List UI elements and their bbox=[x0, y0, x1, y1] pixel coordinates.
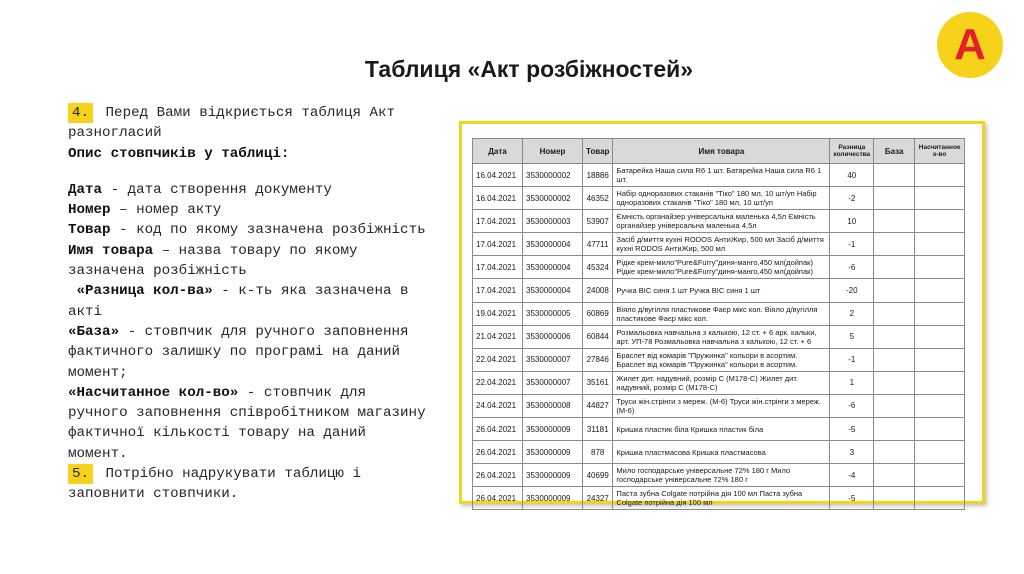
cell-number: 3530000004 bbox=[523, 256, 583, 279]
cell-product: 18886 bbox=[583, 164, 613, 187]
instructions-text bbox=[68, 103, 428, 505]
cell-counted bbox=[915, 487, 965, 510]
cell-base bbox=[874, 256, 915, 279]
cell-base bbox=[874, 325, 915, 348]
cell-date: 22.04.2021 bbox=[473, 371, 523, 394]
cell-product: 35161 bbox=[583, 371, 613, 394]
table-row bbox=[473, 394, 965, 417]
cell-name: Засіб д/миття кухні RODOS АнтиЖир, 500 мл Засіб д/миття кухні RODOS АнтиЖир, 500 мл bbox=[613, 233, 830, 256]
cell-base bbox=[874, 487, 915, 510]
columns-heading: Опис стовпчиків у таблиці: bbox=[68, 145, 290, 162]
table-screenshot-frame bbox=[459, 121, 985, 508]
cell-number: 3530000009 bbox=[523, 441, 583, 464]
cell-number: 3530000003 bbox=[523, 210, 583, 233]
cell-name: Труси жін.стрінги з мереж. (М-6) Труси жін.стрінги з мереж. (М-6) bbox=[613, 394, 830, 417]
cell-base bbox=[874, 394, 915, 417]
cell-counted bbox=[915, 210, 965, 233]
cell-diff: 40 bbox=[830, 164, 874, 187]
cell-number: 3530000004 bbox=[523, 233, 583, 256]
cell-product: 27846 bbox=[583, 348, 613, 371]
cell-counted bbox=[915, 233, 965, 256]
cell-product: 878 bbox=[583, 441, 613, 464]
table-row bbox=[473, 464, 965, 487]
cell-counted bbox=[915, 164, 965, 187]
cell-name: Розмальовка навчальна з калькою, 12 ст. + 6 арк. кальки, арт. УП-78 Розмальовка навчальна з калькою, 12 ст. + 6 bbox=[613, 325, 830, 348]
cell-counted bbox=[915, 348, 965, 371]
table-row bbox=[473, 441, 965, 464]
cell-diff: -1 bbox=[830, 233, 874, 256]
cell-number: 3530000007 bbox=[523, 348, 583, 371]
cell-number: 3530000002 bbox=[523, 187, 583, 210]
table-row bbox=[473, 325, 965, 348]
cell-diff: -4 bbox=[830, 464, 874, 487]
cell-date: 17.04.2021 bbox=[473, 256, 523, 279]
desc-name: Имя товара – назва товару по якому зазначена розбіжність bbox=[68, 242, 358, 280]
cell-counted bbox=[915, 302, 965, 325]
cell-diff: -20 bbox=[830, 279, 874, 302]
cell-name: Браслет від комарів "Пружинка" кольори в асортим. Браслет від комарів "Пружинка" кольори в асортим. bbox=[613, 348, 830, 371]
logo-letter: А bbox=[954, 20, 986, 69]
step-5: 5. Потрібно надрукувати таблицю і заповнити стовпчики. bbox=[68, 466, 361, 503]
table-row bbox=[473, 164, 965, 187]
cell-base bbox=[874, 187, 915, 210]
cell-name: Рідке крем-мило"Pure&Furry"диня-манго,450 мл(дойпак) Рідке крем-мило"Pure&Furry"диня-манго,450 мл(дойпак) bbox=[613, 256, 830, 279]
cell-diff: 10 bbox=[830, 210, 874, 233]
header-product: Товар bbox=[583, 139, 613, 164]
cell-product: 40699 bbox=[583, 464, 613, 487]
desc-product: Товар - код по якому зазначена розбіжність bbox=[68, 222, 426, 239]
page-title: Таблиця «Акт розбіжностей» bbox=[364, 56, 694, 82]
cell-product: 45324 bbox=[583, 256, 613, 279]
table-row bbox=[473, 210, 965, 233]
cell-date: 26.04.2021 bbox=[473, 418, 523, 441]
cell-counted bbox=[915, 441, 965, 464]
cell-number: 3530000009 bbox=[523, 464, 583, 487]
cell-date: 16.04.2021 bbox=[473, 164, 523, 187]
cell-counted bbox=[915, 418, 965, 441]
cell-date: 17.04.2021 bbox=[473, 210, 523, 233]
cell-name: Кришка пластмасова Кришка пластмасова bbox=[613, 441, 830, 464]
desc-number: Номер – номер акту bbox=[68, 202, 222, 219]
cell-diff: 5 bbox=[830, 325, 874, 348]
cell-name: Батарейка Наша сила R6 1 шт. Батарейка Наша сила R6 1 шт. bbox=[613, 164, 830, 187]
cell-number: 3530000002 bbox=[523, 164, 583, 187]
table-row bbox=[473, 371, 965, 394]
cell-number: 3530000009 bbox=[523, 418, 583, 441]
cell-name: Жилет дит. надувний, розмір С (М178-С) Жилет дит. надувний, розмір С (М178-С) bbox=[613, 371, 830, 394]
cell-number: 3530000005 bbox=[523, 302, 583, 325]
cell-number: 3530000004 bbox=[523, 279, 583, 302]
desc-diff: «Разница кол-ва» - к-ть яка зазначена в акті bbox=[68, 283, 409, 320]
cell-base bbox=[874, 210, 915, 233]
cell-date: 24.04.2021 bbox=[473, 394, 523, 417]
cell-diff: -1 bbox=[830, 348, 874, 371]
cell-product: 53907 bbox=[583, 210, 613, 233]
cell-product: 31181 bbox=[583, 418, 613, 441]
cell-diff: -2 bbox=[830, 187, 874, 210]
cell-product: 60869 bbox=[583, 302, 613, 325]
cell-diff: 2 bbox=[830, 302, 874, 325]
step-number: 5. bbox=[68, 464, 93, 484]
cell-date: 17.04.2021 bbox=[473, 279, 523, 302]
cell-number: 3530000008 bbox=[523, 394, 583, 417]
cell-date: 16.04.2021 bbox=[473, 187, 523, 210]
cell-base bbox=[874, 348, 915, 371]
header-number: Номер bbox=[523, 139, 583, 164]
header-counted: Насчитанное к-во bbox=[915, 139, 965, 164]
cell-name: Ємність органайзер універсальна маленька 4,5л Ємність органайзер універсальна маленька 4,5л bbox=[613, 210, 830, 233]
cell-base bbox=[874, 302, 915, 325]
cell-counted bbox=[915, 256, 965, 279]
table-row bbox=[473, 302, 965, 325]
cell-base bbox=[874, 164, 915, 187]
cell-date: 26.04.2021 bbox=[473, 464, 523, 487]
table-header-row bbox=[473, 139, 965, 164]
cell-date: 26.04.2021 bbox=[473, 441, 523, 464]
table-body bbox=[473, 164, 965, 510]
table-row bbox=[473, 418, 965, 441]
cell-number: 3530000007 bbox=[523, 371, 583, 394]
cell-diff: -5 bbox=[830, 418, 874, 441]
cell-name: Кришка пластик біла Кришка пластик біла bbox=[613, 418, 830, 441]
cell-counted bbox=[915, 464, 965, 487]
cell-counted bbox=[915, 371, 965, 394]
cell-base bbox=[874, 441, 915, 464]
cell-name: Віяло д/вугілля пластикове Фаєр мікс кол. Віяло д/вугілля пластикове Фаєр мікс кол. bbox=[613, 302, 830, 325]
cell-product: 24327 bbox=[583, 487, 613, 510]
cell-base bbox=[874, 371, 915, 394]
cell-product: 24008 bbox=[583, 279, 613, 302]
header-date: Дата bbox=[473, 139, 523, 164]
step-number: 4. bbox=[68, 103, 93, 123]
cell-diff: -5 bbox=[830, 487, 874, 510]
cell-counted bbox=[915, 279, 965, 302]
header-diff: Разница количества bbox=[830, 139, 874, 164]
cell-diff: -6 bbox=[830, 256, 874, 279]
cell-product: 46352 bbox=[583, 187, 613, 210]
cell-number: 3530000006 bbox=[523, 325, 583, 348]
cell-base bbox=[874, 279, 915, 302]
discrepancy-table bbox=[472, 138, 965, 510]
cell-date: 17.04.2021 bbox=[473, 233, 523, 256]
step-4: 4. Перед Вами відкриється таблиця Акт разногласий bbox=[68, 105, 396, 142]
table-row bbox=[473, 487, 965, 510]
cell-date: 21.04.2021 bbox=[473, 325, 523, 348]
table-row bbox=[473, 279, 965, 302]
cell-counted bbox=[915, 187, 965, 210]
cell-name: Набір одноразових стаканів "Тіко" 180 мл, 10 шт/уп Набір одноразових стаканів "Тіко" 180 мл, 10 шт/уп bbox=[613, 187, 830, 210]
header-base: База bbox=[874, 139, 915, 164]
table-row bbox=[473, 348, 965, 371]
cell-counted bbox=[915, 325, 965, 348]
cell-product: 44827 bbox=[583, 394, 613, 417]
table-row bbox=[473, 187, 965, 210]
cell-date: 22.04.2021 bbox=[473, 348, 523, 371]
desc-date: Дата - дата створення документу bbox=[68, 181, 332, 198]
cell-diff: 3 bbox=[830, 441, 874, 464]
cell-diff: 1 bbox=[830, 371, 874, 394]
cell-base bbox=[874, 233, 915, 256]
cell-name: Ручка BIC синя 1 шт Ручка BIC синя 1 шт bbox=[613, 279, 830, 302]
cell-name: Паста зубна Colgate потрійна дія 100 мл Паста зубна Colgate потрійна дія 100 мл bbox=[613, 487, 830, 510]
table-row bbox=[473, 233, 965, 256]
cell-date: 26.04.2021 bbox=[473, 487, 523, 510]
table-row bbox=[473, 256, 965, 279]
cell-counted bbox=[915, 394, 965, 417]
cell-date: 19.04.2021 bbox=[473, 302, 523, 325]
header-name: Имя товара bbox=[613, 139, 830, 164]
cell-name: Мило господарське універсальне 72% 180 г Мило господарське універсальне 72% 180 г bbox=[613, 464, 830, 487]
cell-number: 3530000009 bbox=[523, 487, 583, 510]
cell-diff: -6 bbox=[830, 394, 874, 417]
cell-base bbox=[874, 464, 915, 487]
cell-product: 60844 bbox=[583, 325, 613, 348]
cell-product: 47711 bbox=[583, 233, 613, 256]
desc-base: «База» - стовпчик для ручного заповнення фактичного залишку по програмі на даний момент; bbox=[68, 323, 409, 381]
cell-base bbox=[874, 418, 915, 441]
desc-counted: «Насчитанное кол-во» - стовпчик для ручного заповнення співробітником магазину фактичної кількості товару на даний момент. bbox=[68, 384, 426, 462]
